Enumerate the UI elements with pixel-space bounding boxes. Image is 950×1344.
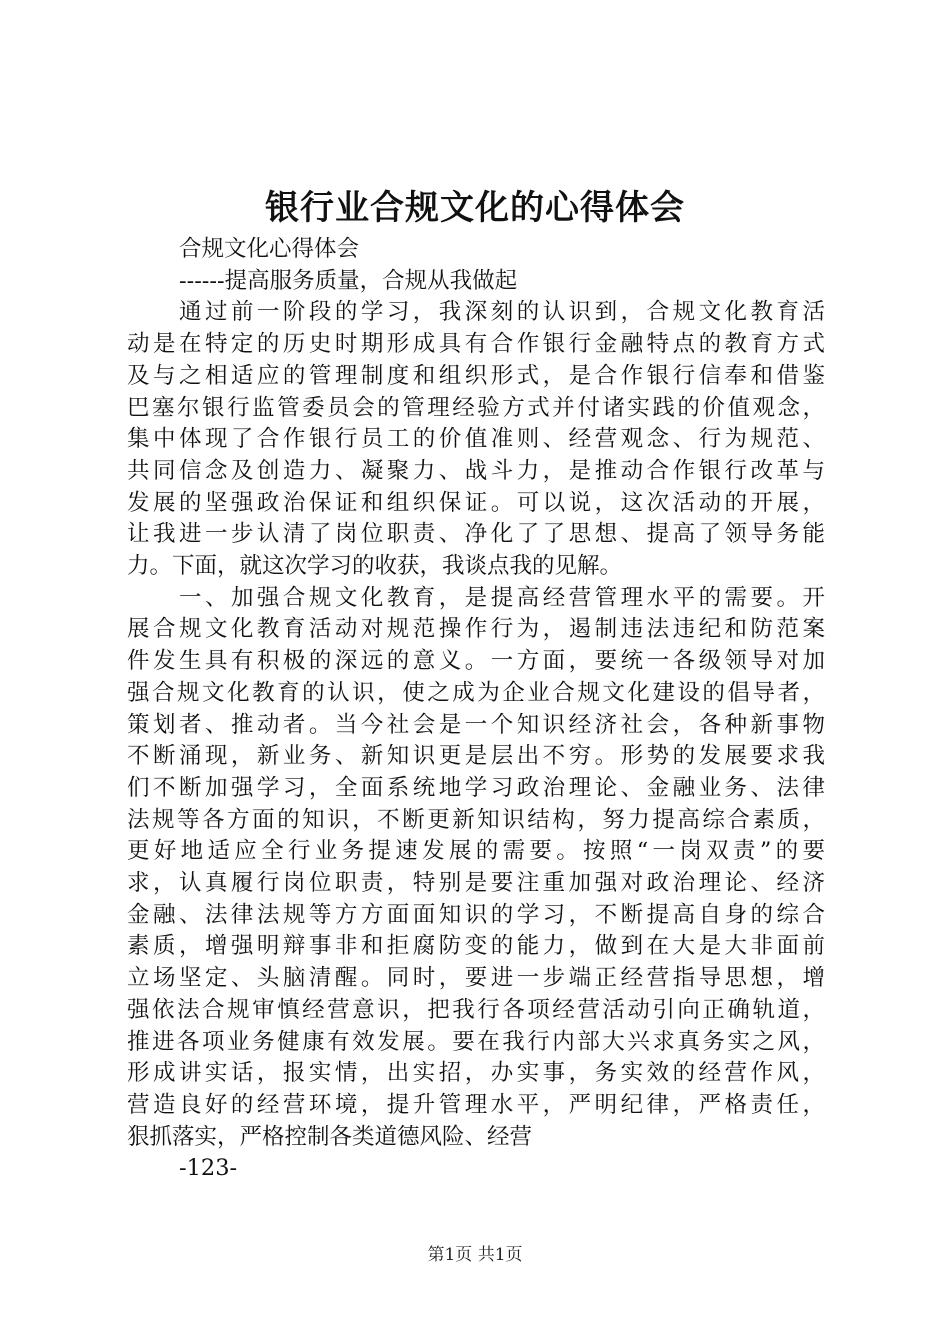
paragraph-line: 巴塞尔银行监管委员会的管理经验方式并付诸实践的价值观念，: [127, 394, 825, 421]
paragraph-1: [127, 297, 825, 582]
paragraph-line: 共同信念及创造力、凝聚力、战斗力，是推动合作银行改革与: [127, 457, 825, 484]
paragraph-line: 及与之相适应的管理制度和组织形式，是合作银行信奉和借鉴: [127, 362, 825, 389]
paragraph-line: 素质，增强明辩事非和拒腐防变的能力，做到在大是大非面前: [127, 933, 825, 960]
paragraph-line: 发展的坚强政治保证和组织保证。可以说，这次活动的开展，: [127, 489, 825, 516]
document-body: [127, 234, 825, 1185]
paragraph-line: 求，认真履行岗位职责，特别是要注重加强对政治理论、经济: [127, 870, 825, 897]
document-subtitle: 合规文化心得体会: [179, 236, 360, 262]
paragraph-line: 强依法合规审慎经营意识，把我行各项经营活动引向正确轨道，: [127, 996, 825, 1023]
paragraph-line: 件发生具有积极的深远的意义。一方面，要统一各级领导对加: [127, 648, 825, 675]
paragraph-line: 更好地适应全行业务提速发展的需要。按照“一岗双责”的要: [127, 838, 825, 865]
document-tagline: ------提高服务质量，合规从我做起: [179, 267, 518, 294]
paragraph-line: 通过前一阶段的学习，我深刻的认识到，合规文化教育活: [179, 299, 825, 326]
paragraph-line: 动是在特定的历史时期形成具有合作银行金融特点的教育方式: [127, 331, 825, 358]
document-title: 银行业合规文化的心得体会: [265, 188, 685, 228]
paragraph-line: 集中体现了合作银行员工的价值准则、经营观念、行为规范、: [127, 426, 825, 453]
paragraph-line: 立场坚定、头脑清醒。同时，要进一步端正经营指导思想，增: [127, 965, 825, 992]
paragraph-line: 法规等各方面的知识，不断更新知识结构，努力提高综合素质，: [127, 806, 825, 833]
paragraph-line: 狠抓落实，严格控制各类道德风险、经营: [127, 1123, 533, 1150]
paragraph-line: 营造良好的经营环境，提升管理水平，严明纪律，严格责任，: [127, 1091, 825, 1118]
paragraph-line: 强合规文化教育的认识，使之成为企业合规文化建设的倡导者，: [127, 679, 825, 706]
paragraph-2: [127, 583, 825, 1154]
page-number-mark: -123-: [179, 1155, 238, 1182]
paragraph-line: 力。下面，就这次学习的收获，我谈点我的见解。: [127, 553, 623, 580]
paragraph-line: 推进各项业务健康有效发展。要在我行内部大兴求真务实之风，: [127, 1028, 825, 1055]
paragraph-line: 让我进一步认清了岗位职责、净化了了思想、提高了领导务能: [127, 521, 825, 548]
paragraph-line: 形成讲实话，报实情，出实招，办实事，务实效的经营作风，: [127, 1060, 825, 1087]
page-footer: 第1页 共1页: [427, 1245, 523, 1265]
paragraph-line: 策划者、推动者。当今社会是一个知识经济社会，各种新事物: [127, 711, 825, 738]
paragraph-line: 们不断加强学习，全面系统地学习政治理论、金融业务、法律: [127, 774, 825, 801]
paragraph-line: 展合规文化教育活动对规范操作行为，遏制违法违纪和防范案: [127, 616, 825, 643]
paragraph-line: 一、加强合规文化教育，是提高经营管理水平的需要。开: [179, 584, 825, 611]
paragraph-line: 不断涌现，新业务、新知识更是层出不穷。形势的发展要求我: [127, 743, 825, 770]
paragraph-line: 金融、法律法规等方方面面知识的学习，不断提高自身的综合: [127, 901, 825, 928]
